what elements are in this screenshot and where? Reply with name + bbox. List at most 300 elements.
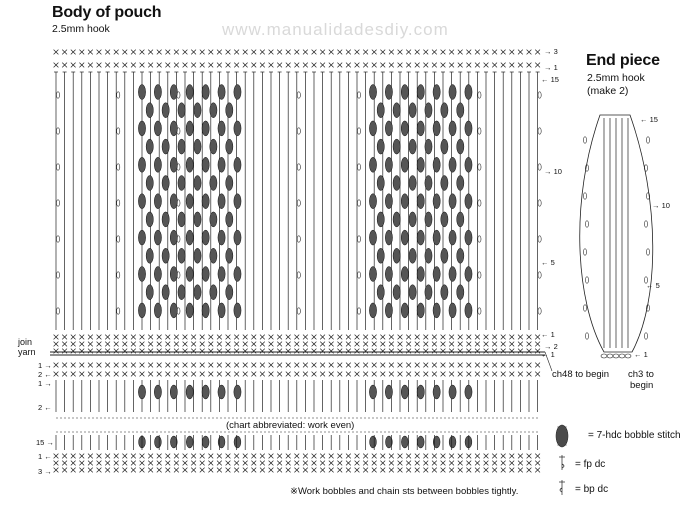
row-label-right: → 2 [544,342,558,351]
bobble-stitch-icon [409,285,416,300]
bobble-stitch-icon [162,248,169,263]
end-row-label: → 10 [652,201,670,210]
bobble-stitch-icon [202,303,209,318]
bobble-stitch-icon [218,303,225,318]
chain-oval [357,128,360,134]
footnote: ※Work bobbles and chain sts between bobbles tightly. [290,486,519,497]
chain-oval [117,308,120,314]
chain-oval [646,137,649,143]
bobble-stitch-icon [417,230,424,245]
bobble-stitch-icon [417,85,424,100]
bobble-stitch-icon [465,157,472,172]
bobble-stitch-icon [178,176,185,191]
bobble-stitch-icon [178,212,185,227]
bobble-stitch-icon [385,157,392,172]
bobble-stitch-icon [417,157,424,172]
chain-oval [538,308,541,314]
bobble-stitch-icon [441,176,448,191]
bobble-stitch-icon [370,436,377,448]
bobble-stitch-icon [186,85,193,100]
end-chain [625,354,631,358]
bobble-stitch-icon [417,436,424,448]
bobble-stitch-icon [146,176,153,191]
bobble-stitch-icon [194,212,201,227]
bobble-stitch-icon [146,248,153,263]
bobble-stitch-icon [162,139,169,154]
bobble-stitch-icon [369,121,376,136]
bobble-stitch-icon [234,230,241,245]
bobble-stitch-icon [146,212,153,227]
body-title: Body of pouch [52,4,162,21]
row-number: 3 [38,467,43,476]
bobble-stitch-icon [401,230,408,245]
bobble-stitch-icon [401,157,408,172]
bobble-stitch-icon [170,267,177,282]
chain-oval [478,92,481,98]
chain-oval [646,249,649,255]
bobble-stitch-icon [449,303,456,318]
bobble-stitch-icon [449,85,456,100]
bobble-stitch-icon [417,385,424,399]
bobble-stitch-icon [385,121,392,136]
chain-oval [585,277,588,283]
bobble-stitch-icon [457,139,464,154]
chain-oval [478,128,481,134]
row-label-right: ← 1 [541,350,555,359]
bobble-stitch-icon [465,385,472,399]
bobble-stitch-icon [194,103,201,118]
end-chain [613,354,619,358]
bobble-stitch-icon [186,157,193,172]
bobble-stitch-icon [417,194,424,209]
row-number: 1 [553,63,558,72]
bobble-stitch-icon [218,157,225,172]
bobble-stitch-icon [433,85,440,100]
bobble-stitch-icon [433,267,440,282]
bobble-stitch-icon [218,267,225,282]
bobble-stitch-icon [465,85,472,100]
legend-bobble: = 7-hdc bobble stitch [588,430,681,441]
bobble-stitch-icon [202,230,209,245]
row-label-left: 2 ← [38,370,52,379]
bobble-stitch-icon [218,194,225,209]
bobble-stitch-icon [369,157,376,172]
bobble-stitch-icon [186,267,193,282]
bobble-stitch-icon [385,194,392,209]
row-number: 3 [553,47,558,56]
bobble-stitch-icon [186,385,193,399]
bobble-stitch-icon [441,103,448,118]
chain-oval [297,92,300,98]
bobble-stitch-icon [393,285,400,300]
bobble-stitch-icon [393,248,400,263]
chain-oval [56,92,59,98]
chain-oval [538,272,541,278]
bobble-stitch-icon [465,121,472,136]
row-number: 1 [550,350,555,359]
chain-oval [117,164,120,170]
watermark: www.manualidadesdiy.com [222,20,449,39]
bobble-stitch-icon [194,176,201,191]
chain-oval [56,128,59,134]
bobble-stitch-icon [170,157,177,172]
bobble-stitch-icon [369,385,376,399]
bobble-stitch-icon [465,194,472,209]
bobble-stitch-icon [385,303,392,318]
bobble-stitch-icon [457,248,464,263]
chain-oval [583,193,586,199]
bobble-stitch-icon [218,121,225,136]
bobble-stitch-icon [377,212,384,227]
bobble-stitch-icon [393,139,400,154]
bobble-stitch-icon [202,267,209,282]
chain-oval [56,236,59,242]
bobble-stitch-icon [194,139,201,154]
bobble-stitch-icon [138,385,145,399]
join-label-line2: yarn [18,347,36,357]
bobble-stitch-icon [202,121,209,136]
end-piece-title: End piece [586,52,660,69]
bobble-stitch-icon [385,85,392,100]
chain-oval [644,333,647,339]
row-number: 2 [38,403,43,412]
bobble-stitch-icon [433,157,440,172]
chain-oval [478,236,481,242]
bobble-stitch-icon [449,194,456,209]
row-label-right: → 10 [544,167,562,176]
chain-oval [117,92,120,98]
bobble-stitch-icon [162,285,169,300]
bobble-stitch-icon [465,230,472,245]
row-label-left: 1 → [38,361,52,370]
bobble-stitch-icon [369,267,376,282]
chain-oval [117,236,120,242]
bobble-stitch-icon [401,385,408,399]
bobble-stitch-icon [234,157,241,172]
bobble-stitch-icon [162,103,169,118]
chain-oval [297,164,300,170]
bobble-stitch-icon [154,303,161,318]
bobble-stitch-icon [234,194,241,209]
end-begin-line1: ch3 to [628,369,654,380]
bobble-stitch-icon [393,212,400,227]
row-label-right: ← 1 [541,330,555,339]
legend-fpdc: = fp dc [575,459,606,470]
bobble-stitch-icon [377,285,384,300]
bobble-stitch-icon [186,121,193,136]
row-number: 5 [550,258,555,267]
bobble-stitch-icon [170,385,177,399]
bobble-stitch-icon [178,248,185,263]
chain-oval [585,333,588,339]
row-label-left: 1 ← [38,452,52,461]
bobble-stitch-icon [441,212,448,227]
row-number: 15 [649,115,658,124]
bobble-stitch-icon [154,385,161,399]
bobble-stitch-icon [210,248,217,263]
row-number: 2 [553,342,558,351]
bobble-stitch-icon [226,139,233,154]
bobble-stitch-icon [369,194,376,209]
chain-oval [56,200,59,206]
join-label [18,337,36,357]
abbrev-note: (chart abbreviated: work even) [226,420,355,431]
bobble-stitch-icon [170,303,177,318]
bobble-stitch-icon [449,267,456,282]
bobble-stitch-icon [194,285,201,300]
bobble-stitch-icon [457,212,464,227]
bobble-stitch-icon [154,230,161,245]
chain-oval [297,128,300,134]
bobble-stitch-icon [154,121,161,136]
bobble-stitch-icon [449,230,456,245]
bobble-stitch-icon [401,85,408,100]
bobble-stitch-icon [401,303,408,318]
bobble-stitch-icon [449,385,456,399]
bobble-stitch-icon [441,285,448,300]
bobble-stitch-icon [138,267,145,282]
row-label-left: 15 → [36,438,54,447]
end-row-label: ← 5 [646,281,660,290]
chain-oval [117,200,120,206]
chain-oval [56,164,59,170]
bobble-stitch-icon [186,303,193,318]
end-row-label: ← 15 [640,115,658,124]
bobble-stitch-icon [457,176,464,191]
bobble-stitch-icon [202,85,209,100]
bobble-stitch-icon [401,436,408,448]
bobble-stitch-icon [393,103,400,118]
bobble-stitch-icon [425,285,432,300]
bobble-stitch-icon [138,303,145,318]
row-label-left: 3 → [38,467,52,476]
bobble-stitch-icon [409,212,416,227]
bobble-stitch-icon [162,212,169,227]
end-piece-hook: 2.5mm hook [587,72,645,84]
chain-oval [538,236,541,242]
bobble-stitch-icon [138,194,145,209]
bobble-stitch-icon [155,436,162,448]
chain-oval [538,200,541,206]
bobble-stitch-icon [146,139,153,154]
end-begin-note [628,369,654,391]
bobble-stitch-icon [234,85,241,100]
bobble-stitch-icon [401,194,408,209]
bobble-stitch-icon [138,121,145,136]
chain-oval [297,236,300,242]
row-number: 1 [38,379,43,388]
bobble-stitch-icon [234,385,241,399]
bobble-stitch-icon [218,385,225,399]
bobble-stitch-icon [226,285,233,300]
bobble-stitch-icon [234,267,241,282]
row-number: 10 [553,167,562,176]
row-number: 15 [550,75,559,84]
bobble-stitch-icon [234,121,241,136]
bobble-stitch-icon [154,194,161,209]
bobble-stitch-icon [202,436,209,448]
bobble-stitch-icon [138,230,145,245]
end-row-label: ← 1 [634,350,648,359]
bobble-stitch-icon [449,121,456,136]
chain-oval [585,221,588,227]
bobble-stitch-icon [202,157,209,172]
bobble-stitch-icon [369,85,376,100]
row-label-right: ← 5 [541,258,555,267]
row-label-right: → 3 [544,47,558,56]
bobble-stitch-icon [409,176,416,191]
end-chain [619,354,625,358]
chain-oval [117,272,120,278]
bobble-stitch-icon [417,267,424,282]
bobble-stitch-icon [457,103,464,118]
chain-oval [538,164,541,170]
bobble-stitch-icon [226,212,233,227]
bobble-stitch-icon [202,194,209,209]
chain-oval [56,272,59,278]
bobble-stitch-icon [425,248,432,263]
bobble-stitch-icon [186,230,193,245]
chain-oval [583,305,586,311]
chain-oval [297,200,300,206]
legend-label: bp dc [583,484,609,495]
bobble-stitch-icon [170,85,177,100]
bobble-stitch-icon [393,176,400,191]
row-label-right: ← 15 [541,75,559,84]
bobble-stitch-icon [385,385,392,399]
bobble-stitch-icon [409,103,416,118]
bobble-stitch-icon [465,303,472,318]
legend-label: 7-hdc bobble stitch [596,430,681,441]
end-begin-line2: begin [630,380,654,391]
bobble-stitch-icon [377,139,384,154]
bobble-stitch-icon [138,85,145,100]
bobble-stitch-icon [170,121,177,136]
bobble-stitch-icon [433,303,440,318]
chain-oval [583,249,586,255]
chain-oval [357,92,360,98]
chain-oval [478,200,481,206]
bobble-stitch-icon [162,176,169,191]
bobble-stitch-icon [178,285,185,300]
chain-oval [357,308,360,314]
bobble-stitch-icon [409,248,416,263]
bobble-stitch-icon [417,121,424,136]
bobble-stitch-icon [449,436,456,448]
end-chain [607,354,613,358]
chain-oval [538,128,541,134]
bobble-stitch-icon [186,194,193,209]
bobble-stitch-icon [186,436,193,448]
bobble-stitch-icon [154,267,161,282]
bobble-stitch-icon [377,103,384,118]
bobble-stitch-icon [146,285,153,300]
bobble-stitch-icon [178,103,185,118]
body-hook: 2.5mm hook [52,23,110,35]
bobble-stitch-icon [425,139,432,154]
bobble-stitch-icon [170,230,177,245]
bobble-stitch-icon [178,139,185,154]
chain-oval [117,128,120,134]
bobble-stitch-icon [234,436,241,448]
bobble-stitch-icon [146,103,153,118]
chain-oval [297,308,300,314]
bobble-stitch-icon [226,248,233,263]
row-number: 15 [36,438,45,447]
bobble-stitch-icon [425,212,432,227]
bobble-stitch-icon [210,176,217,191]
bobble-stitch-icon [449,157,456,172]
bobble-stitch-icon [369,230,376,245]
row-label-left: 1 → [38,379,52,388]
bobble-stitch-icon [377,176,384,191]
chain-oval [357,200,360,206]
end-piece-make: (make 2) [587,85,629,97]
bobble-stitch-icon [210,212,217,227]
bobble-stitch-icon [369,303,376,318]
chain-oval [297,272,300,278]
row-number: 10 [661,201,670,210]
bobble-stitch-icon [154,157,161,172]
bobble-stitch-icon [457,285,464,300]
row-number: 5 [655,281,660,290]
join-label-line1: join [18,337,33,347]
row-number: 2 [38,370,43,379]
chain-oval [583,137,586,143]
bobble-stitch-icon [385,230,392,245]
bobble-stitch-icon [401,121,408,136]
bobble-stitch-icon [154,85,161,100]
bobble-stitch-icon [417,303,424,318]
chain-oval [357,236,360,242]
chain-oval [357,272,360,278]
legend-label: fp dc [583,459,606,470]
bobble-stitch-icon [138,157,145,172]
bobble-stitch-icon [433,194,440,209]
chain-oval [478,164,481,170]
chain-oval [538,92,541,98]
row-label-left: 2 ← [38,403,52,412]
bobble-stitch-icon [441,248,448,263]
chain-oval [478,272,481,278]
bobble-stitch-icon [202,385,209,399]
bobble-stitch-icon [210,103,217,118]
bobble-stitch-icon [218,85,225,100]
bobble-stitch-icon [226,176,233,191]
row-number: 1 [550,330,555,339]
bobble-stitch-icon [425,103,432,118]
chain-oval [644,221,647,227]
bobble-stitch-icon [234,303,241,318]
bobble-stitch-icon [425,176,432,191]
begin-note: ch48 to begin [552,369,610,380]
chain-oval [56,308,59,314]
bobble-stitch-icon [377,248,384,263]
bobble-stitch-icon [401,267,408,282]
bobble-stitch-icon [210,285,217,300]
row-label-right: → 1 [544,63,558,72]
bobble-stitch-icon [170,194,177,209]
bobble-stitch-icon [433,121,440,136]
row-number: 1 [38,452,43,461]
bobble-stitch-icon [409,139,416,154]
bobble-stitch-icon [433,385,440,399]
chain-oval [478,308,481,314]
legend-bpdc: = bp dc [575,484,609,495]
bobble-stitch-icon [433,230,440,245]
chain-oval [357,164,360,170]
bobble-stitch-icon [465,267,472,282]
